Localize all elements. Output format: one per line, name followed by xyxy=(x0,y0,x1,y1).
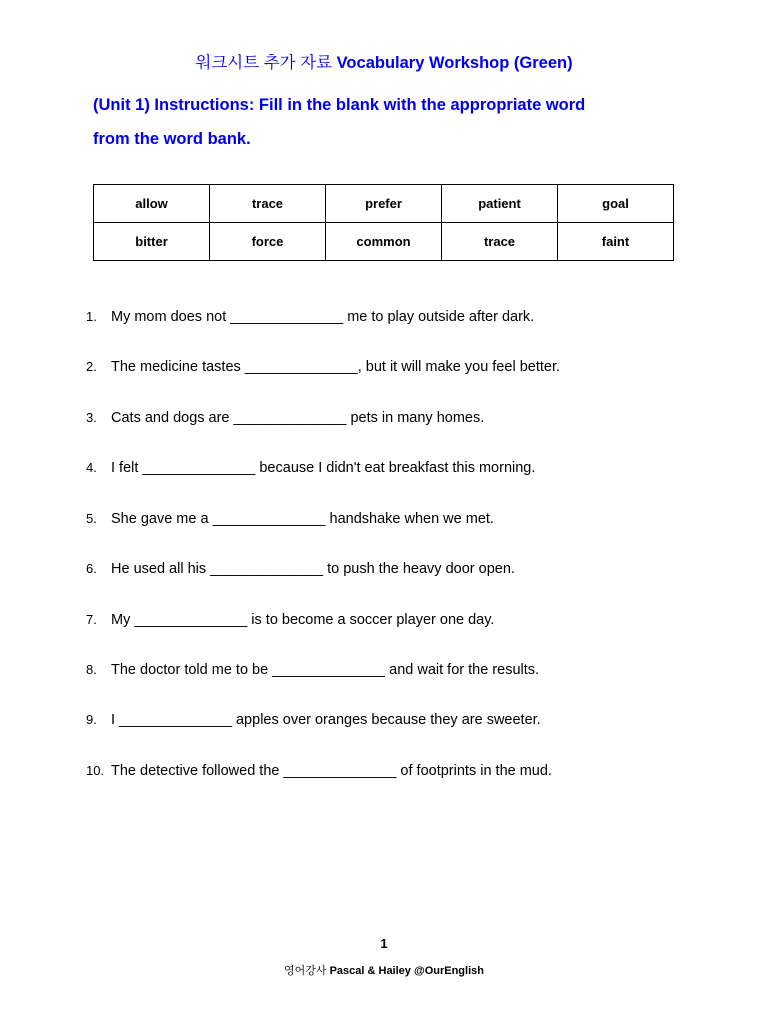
answer-blank[interactable]: ______________ xyxy=(230,309,344,325)
word-bank-row xyxy=(94,185,674,223)
question-number: 4. xyxy=(86,460,97,475)
question-item xyxy=(86,763,736,779)
question-item xyxy=(86,662,736,678)
answer-blank[interactable]: ______________ xyxy=(233,410,347,426)
question-text-before: The detective followed the xyxy=(111,763,284,779)
question-item xyxy=(86,309,736,325)
word-bank-row xyxy=(94,223,674,261)
question-text-after: and wait for the results. xyxy=(385,662,540,678)
page-number: 1 xyxy=(380,936,388,951)
question-text-after: pets in many homes. xyxy=(346,410,485,426)
question-text-after: of footprints in the mud. xyxy=(396,763,552,779)
question-item xyxy=(86,460,736,476)
word-bank-cell: patient xyxy=(442,185,558,223)
question-item xyxy=(86,612,736,628)
question-text-after: , but it will make you feel better. xyxy=(357,359,560,375)
instructions-line-1: (Unit 1) Instructions: Fill in the blank with the appropriate word xyxy=(93,96,586,114)
question-text-after: because I didn't eat breakfast this morning. xyxy=(255,460,536,476)
word-bank-cell: faint xyxy=(558,223,674,261)
word-bank-cell: trace xyxy=(210,185,326,223)
footer xyxy=(0,962,768,978)
question-number: 8. xyxy=(86,662,97,677)
answer-blank[interactable]: ______________ xyxy=(272,662,386,678)
footer-prefix: 영어강사 xyxy=(284,965,330,977)
word-bank-cell: trace xyxy=(442,223,558,261)
answer-blank[interactable]: ______________ xyxy=(212,511,326,527)
question-number: 6. xyxy=(86,561,97,576)
question-number: 1. xyxy=(86,309,97,324)
question-text-before: She gave me a xyxy=(111,511,213,527)
footer-name: Pascal & Hailey @OurEnglish xyxy=(329,965,484,977)
question-number: 9. xyxy=(86,712,97,727)
question-item xyxy=(86,511,736,527)
question-item xyxy=(86,359,736,375)
question-text-after: apples over oranges because they are sweeter. xyxy=(231,712,541,728)
question-number: 7. xyxy=(86,612,97,627)
page-title xyxy=(0,49,768,73)
question-text-before: The doctor told me to be xyxy=(111,662,273,678)
question-text-after: is to become a soccer player one day. xyxy=(247,612,495,628)
word-bank-cell: bitter xyxy=(94,223,210,261)
word-bank-cell: goal xyxy=(558,185,674,223)
question-item xyxy=(86,410,736,426)
question-item xyxy=(86,712,736,728)
word-bank-table xyxy=(93,184,674,261)
word-bank-cell: force xyxy=(210,223,326,261)
word-bank-cell: allow xyxy=(94,185,210,223)
answer-blank[interactable]: ______________ xyxy=(119,712,232,728)
question-text-before: I felt xyxy=(111,460,143,476)
instructions-line-2: from the word bank. xyxy=(93,130,251,148)
question-text-after: to push the heavy door open. xyxy=(323,561,515,577)
answer-blank[interactable]: ______________ xyxy=(134,612,248,628)
question-number: 5. xyxy=(86,511,97,526)
answer-blank[interactable]: ______________ xyxy=(142,460,256,476)
question-text-before: My xyxy=(111,612,135,628)
question-number: 3. xyxy=(86,410,97,425)
question-text-after: handshake when we met. xyxy=(325,511,494,527)
question-text-after: me to play outside after dark. xyxy=(343,309,535,325)
question-text-before: He used all his xyxy=(111,561,211,577)
question-text-before: I xyxy=(111,712,120,728)
question-text-before: Cats and dogs are xyxy=(111,410,234,426)
page-title-korean: 워크시트 추가 자료 xyxy=(195,54,333,72)
page-title-english: Vocabulary Workshop (Green) xyxy=(336,54,573,72)
word-bank-cell: common xyxy=(326,223,442,261)
answer-blank[interactable]: ______________ xyxy=(283,763,397,779)
word-bank-cell: prefer xyxy=(326,185,442,223)
question-number: 2. xyxy=(86,359,97,374)
answer-blank[interactable]: ______________ xyxy=(244,359,358,375)
question-text-before: My mom does not xyxy=(111,309,231,325)
question-item xyxy=(86,561,736,577)
instructions xyxy=(93,88,693,156)
question-text-before: The medicine tastes xyxy=(111,359,245,375)
answer-blank[interactable]: ______________ xyxy=(210,561,324,577)
question-number: 10. xyxy=(86,763,105,778)
